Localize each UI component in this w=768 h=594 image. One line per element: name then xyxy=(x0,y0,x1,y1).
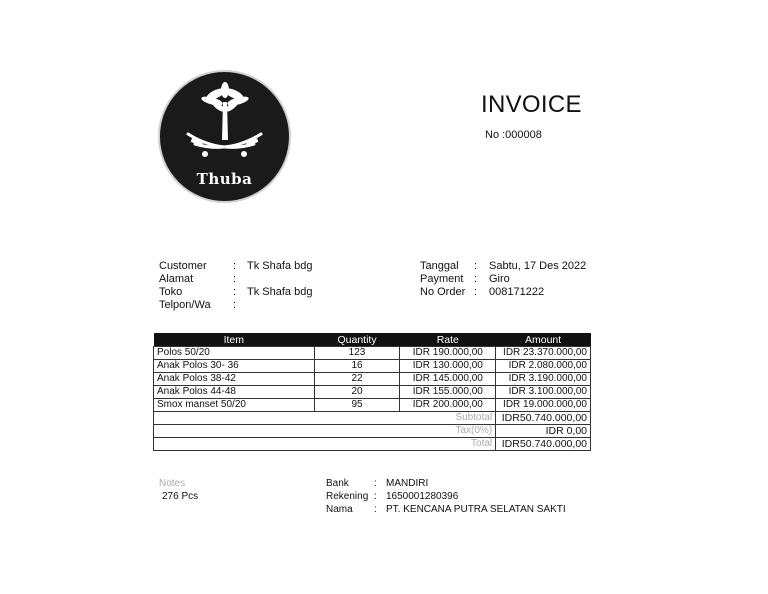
info-separator: : xyxy=(474,286,478,298)
col-header-rate: Rate xyxy=(400,333,496,347)
info-label: Toko xyxy=(159,286,183,298)
phone-row xyxy=(159,299,312,312)
info-separator: : xyxy=(474,260,478,272)
info-label: Payment xyxy=(420,273,464,285)
table-row xyxy=(154,373,591,386)
table-row xyxy=(154,347,591,360)
cell-item: Smox manset 50/20 xyxy=(154,399,315,412)
cell-quantity: 16 xyxy=(314,360,400,373)
total-value: IDR50.740.000,00 xyxy=(496,438,591,451)
items-table xyxy=(153,333,591,451)
bank-value: 1650001280396 xyxy=(386,491,459,502)
cell-item: Anak Polos 38-42 xyxy=(154,373,315,386)
notes-label: Notes xyxy=(159,478,186,489)
tax-row xyxy=(154,425,591,438)
cell-rate: IDR 130.000,00 xyxy=(400,360,496,373)
order-info xyxy=(420,260,586,299)
account-row xyxy=(326,490,566,503)
info-value: Tk Shafa bdg xyxy=(247,260,313,272)
info-label: Customer xyxy=(159,260,207,272)
info-value: Sabtu, 17 Des 2022 xyxy=(489,260,587,272)
bank-value: MANDIRI xyxy=(386,478,429,489)
company-logo xyxy=(158,70,291,203)
cell-item: Polos 50/20 xyxy=(154,347,315,360)
bank-value: PT. KENCANA PUTRA SELATAN SAKTI xyxy=(386,504,566,515)
info-separator: : xyxy=(233,299,237,311)
info-value: Giro xyxy=(489,273,510,285)
info-value: Tk Shafa bdg xyxy=(247,286,313,298)
bank-row xyxy=(326,477,566,490)
date-row xyxy=(420,260,586,273)
info-label: No Order xyxy=(420,286,466,298)
info-separator: : xyxy=(474,273,478,285)
info-label: Telpon/Wa xyxy=(159,299,211,311)
cell-amount: IDR 3.100.000,00 xyxy=(496,386,591,399)
notes-value: 276 Pcs xyxy=(162,491,199,502)
col-header-amount: Amount xyxy=(496,333,591,347)
info-value: 008171222 xyxy=(489,286,545,298)
bank-info xyxy=(326,477,566,516)
cell-amount: IDR 23.370.000,00 xyxy=(496,347,591,360)
table-header-row xyxy=(154,333,591,347)
cell-amount: IDR 2.080.000,00 xyxy=(496,360,591,373)
cell-rate: IDR 190.000,00 xyxy=(400,347,496,360)
cell-quantity: 123 xyxy=(314,347,400,360)
subtotal-value: IDR50.740.000,00 xyxy=(496,412,591,425)
order-number-row xyxy=(420,286,586,299)
col-header-quantity: Quantity xyxy=(314,333,400,347)
info-label: Tanggal xyxy=(420,260,459,272)
cell-item: Anak Polos 30- 36 xyxy=(154,360,315,373)
info-separator: : xyxy=(233,286,237,298)
payment-row xyxy=(420,273,586,286)
store-row xyxy=(159,286,312,299)
bank-label: Nama xyxy=(326,504,353,515)
table-row xyxy=(154,360,591,373)
tax-label: Tax(0%) xyxy=(154,425,496,438)
info-separator: : xyxy=(233,260,237,272)
logo-text: Thuba xyxy=(196,170,253,188)
total-label: Total xyxy=(154,438,496,451)
col-header-item: Item xyxy=(154,333,315,347)
cell-quantity: 22 xyxy=(314,373,400,386)
cell-quantity: 95 xyxy=(314,399,400,412)
total-row xyxy=(154,438,591,451)
account-name-row xyxy=(326,503,566,516)
invoice-number: No :000008 xyxy=(485,129,542,141)
cell-rate: IDR 200.000,00 xyxy=(400,399,496,412)
bank-separator: : xyxy=(374,504,377,515)
address-row xyxy=(159,273,312,286)
subtotal-label: Subtotal xyxy=(154,412,496,425)
invoice-title: INVOICE xyxy=(481,91,582,118)
subtotal-row xyxy=(154,412,591,425)
table-row xyxy=(154,399,591,412)
bank-label: Bank xyxy=(326,478,349,489)
table-row xyxy=(154,386,591,399)
customer-info xyxy=(159,260,312,312)
cell-rate: IDR 155.000,00 xyxy=(400,386,496,399)
customer-row xyxy=(159,260,312,273)
cell-rate: IDR 145.000,00 xyxy=(400,373,496,386)
bank-label: Rekening xyxy=(326,491,369,502)
bank-separator: : xyxy=(374,478,377,489)
cell-amount: IDR 3.190.000,00 xyxy=(496,373,591,386)
bank-separator: : xyxy=(374,491,377,502)
info-separator: : xyxy=(233,273,237,285)
info-label: Alamat xyxy=(159,273,194,285)
cell-amount: IDR 19.000.000,00 xyxy=(496,399,591,412)
tax-value: IDR 0,00 xyxy=(496,425,591,438)
cell-item: Anak Polos 44-48 xyxy=(154,386,315,399)
cell-quantity: 20 xyxy=(314,386,400,399)
